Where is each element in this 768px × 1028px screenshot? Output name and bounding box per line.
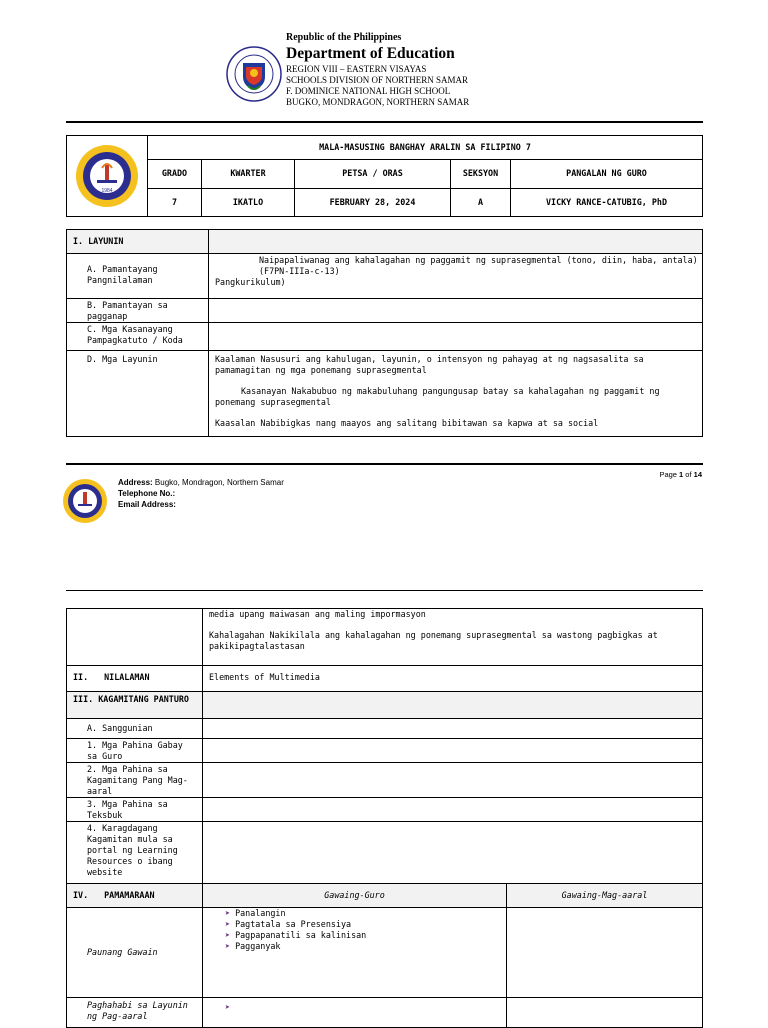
- row-c-label: C. Mga Kasanayang Pampagkatuto / Koda: [67, 323, 209, 351]
- objective-kaasalan: Kaasalan Nabibigkas nang maayos ang salitang bibitawan sa kapwa at sa social: [215, 418, 599, 428]
- row-kagamitang-magaaral: 2. Mga Pahina sa Kagamitang Pang Mag-aaral: [67, 763, 203, 798]
- value-seksyon: A: [451, 188, 511, 216]
- value-kwarter: IKATLO: [202, 188, 295, 216]
- school-logo-cell: [67, 136, 148, 217]
- kagamitang-blank: [203, 692, 703, 719]
- list-item: ➤ Pagpapanatili sa kalinisan: [225, 930, 367, 940]
- list-item: ➤ Panalangin: [225, 908, 286, 918]
- value-grado: 7: [148, 188, 202, 216]
- bullet-icon: ➤: [225, 1002, 231, 1012]
- bullet-icon: ➤: [225, 930, 231, 940]
- procedure-table: [66, 608, 703, 1028]
- bullet-icon: ➤: [225, 941, 231, 951]
- region-text: REGION VIII – EASTERN VISAYAS: [286, 63, 427, 74]
- section-nilalaman: II. NILALAMAN: [67, 666, 203, 692]
- page-number: Page 1 of 14: [659, 470, 702, 479]
- row-a-content: [209, 254, 703, 299]
- row-gabay-guro: 1. Mga Pahina Gabay sa Guro: [67, 739, 203, 763]
- objective-kaalaman: Kaalaman Nasusuri ang kahulugan, layunin, o intensyon ng pahayag at ng nagsasalita sa pamamagitan ng mga ponemang suprasegmental: [215, 354, 644, 375]
- deped-seal: [226, 46, 282, 102]
- school-text: F. DOMINICE NATIONAL HIGH SCHOOL: [286, 85, 451, 96]
- footer-logo: [62, 478, 108, 524]
- layunin-blank: [209, 230, 703, 254]
- row-d-label: D. Mga Layunin: [67, 351, 209, 437]
- bullet-icon: ➤: [225, 908, 231, 918]
- paunang-gawain-magaaral: [507, 908, 703, 998]
- footer-telephone: Telephone No.:: [118, 489, 176, 498]
- header-grado: GRADO: [148, 160, 202, 188]
- header-seksyon: SEKSYON: [451, 160, 511, 188]
- header-kwarter: KWARTER: [202, 160, 295, 188]
- row-teksbuk: 3. Mga Pahina sa Teksbuk: [67, 798, 203, 822]
- school-address-text: BUGKO, MONDRAGON, NORTHERN SAMAR: [286, 96, 470, 107]
- header-divider: [66, 121, 703, 123]
- division-text: SCHOOLS DIVISION OF NORTHERN SAMAR: [286, 74, 468, 85]
- footer-school-logo-icon: [62, 478, 108, 524]
- cont-label-blank: [67, 609, 203, 666]
- footer-divider: [66, 463, 703, 465]
- cont-content: [203, 609, 703, 666]
- row-d-content: [209, 351, 703, 437]
- section-layunin: I. LAYUNIN: [67, 230, 209, 254]
- paunang-gawain-guro: [203, 908, 507, 998]
- nilalaman-value: Elements of Multimedia: [203, 666, 703, 692]
- republic-text: Republic of the Philippines: [286, 32, 402, 43]
- row-b-content: [209, 299, 703, 323]
- row-sanggunian: A. Sanggunian: [67, 719, 203, 739]
- footer-address: Address: Bugko, Mondragon, Northern Samar: [118, 478, 284, 487]
- col-gawaing-magaaral: Gawaing-Mag-aaral: [507, 884, 703, 908]
- list-item: ➤ Pagganyak: [225, 941, 281, 951]
- paghahabi-label: Paghahabi sa Layunin ng Pag-aaral: [67, 998, 203, 1028]
- col-gawaing-guro: Gawaing-Guro: [203, 884, 507, 908]
- section-pamamaraan: IV. PAMAMARAAN: [67, 884, 203, 908]
- objective-kahalagahan: Kahalagahan Nakikilala ang kahalagahan ng ponemang suprasegmental sa wastong pagbigkas at pakikipagtalastasan: [209, 630, 658, 651]
- info-table: [66, 135, 703, 217]
- row-a-text: Naipapaliwanag ang kahalagahan ng paggamit ng suprasegmental (tono, diin, haba, antala): [259, 255, 698, 265]
- row-a-code: (F7PN-IIIa-c-13): [259, 266, 340, 276]
- row-karagdagang: 4. Karagdagang Kagamitan mula sa portal ng Learning Resources o ibang website: [67, 822, 203, 884]
- footer-email: Email Address:: [118, 500, 176, 509]
- objectives-table: [66, 229, 703, 437]
- value-guro: VICKY RANCE-CATUBIG, PhD: [511, 188, 703, 216]
- school-logo-icon: [75, 144, 139, 208]
- header-petsa: PETSA / ORAS: [295, 160, 451, 188]
- row-c-content: [209, 323, 703, 351]
- row-a-label: A. Pamantayang Pangnilalaman: [67, 254, 209, 299]
- row-a-tail: Pangkurikulum): [215, 277, 286, 287]
- department-text: Department of Education: [286, 45, 455, 62]
- paghahabi-guro: [203, 998, 507, 1028]
- row-b-label: B. Pamantayan sa pagganap: [67, 299, 209, 323]
- header-guro: PANGALAN NG GURO: [511, 160, 703, 188]
- paghahabi-magaaral: [507, 998, 703, 1028]
- lesson-plan-title: MALA-MASUSING BANGHAY ARALIN SA FILIPINO 7: [148, 136, 703, 160]
- svg-text:1984: 1984: [101, 188, 113, 194]
- deped-seal-icon: [226, 46, 282, 102]
- objective-kasanayan: Kasanayan Nakabubuo ng makabuluhang pangungusap batay sa kahalagahan ng paggamit ng ponemang suprasegmental: [215, 386, 660, 407]
- paunang-gawain-label: Paunang Gawain: [67, 908, 203, 998]
- objective-kaasalan-cont: media upang maiwasan ang maling impormasyon: [209, 609, 426, 619]
- value-petsa: FEBRUARY 28, 2024: [295, 188, 451, 216]
- section-kagamitang: III. KAGAMITANG PANTURO: [67, 692, 203, 719]
- page2-divider: [66, 590, 703, 591]
- list-item: ➤ Pagtatala sa Presensiya: [225, 919, 352, 929]
- bullet-icon: ➤: [225, 919, 231, 929]
